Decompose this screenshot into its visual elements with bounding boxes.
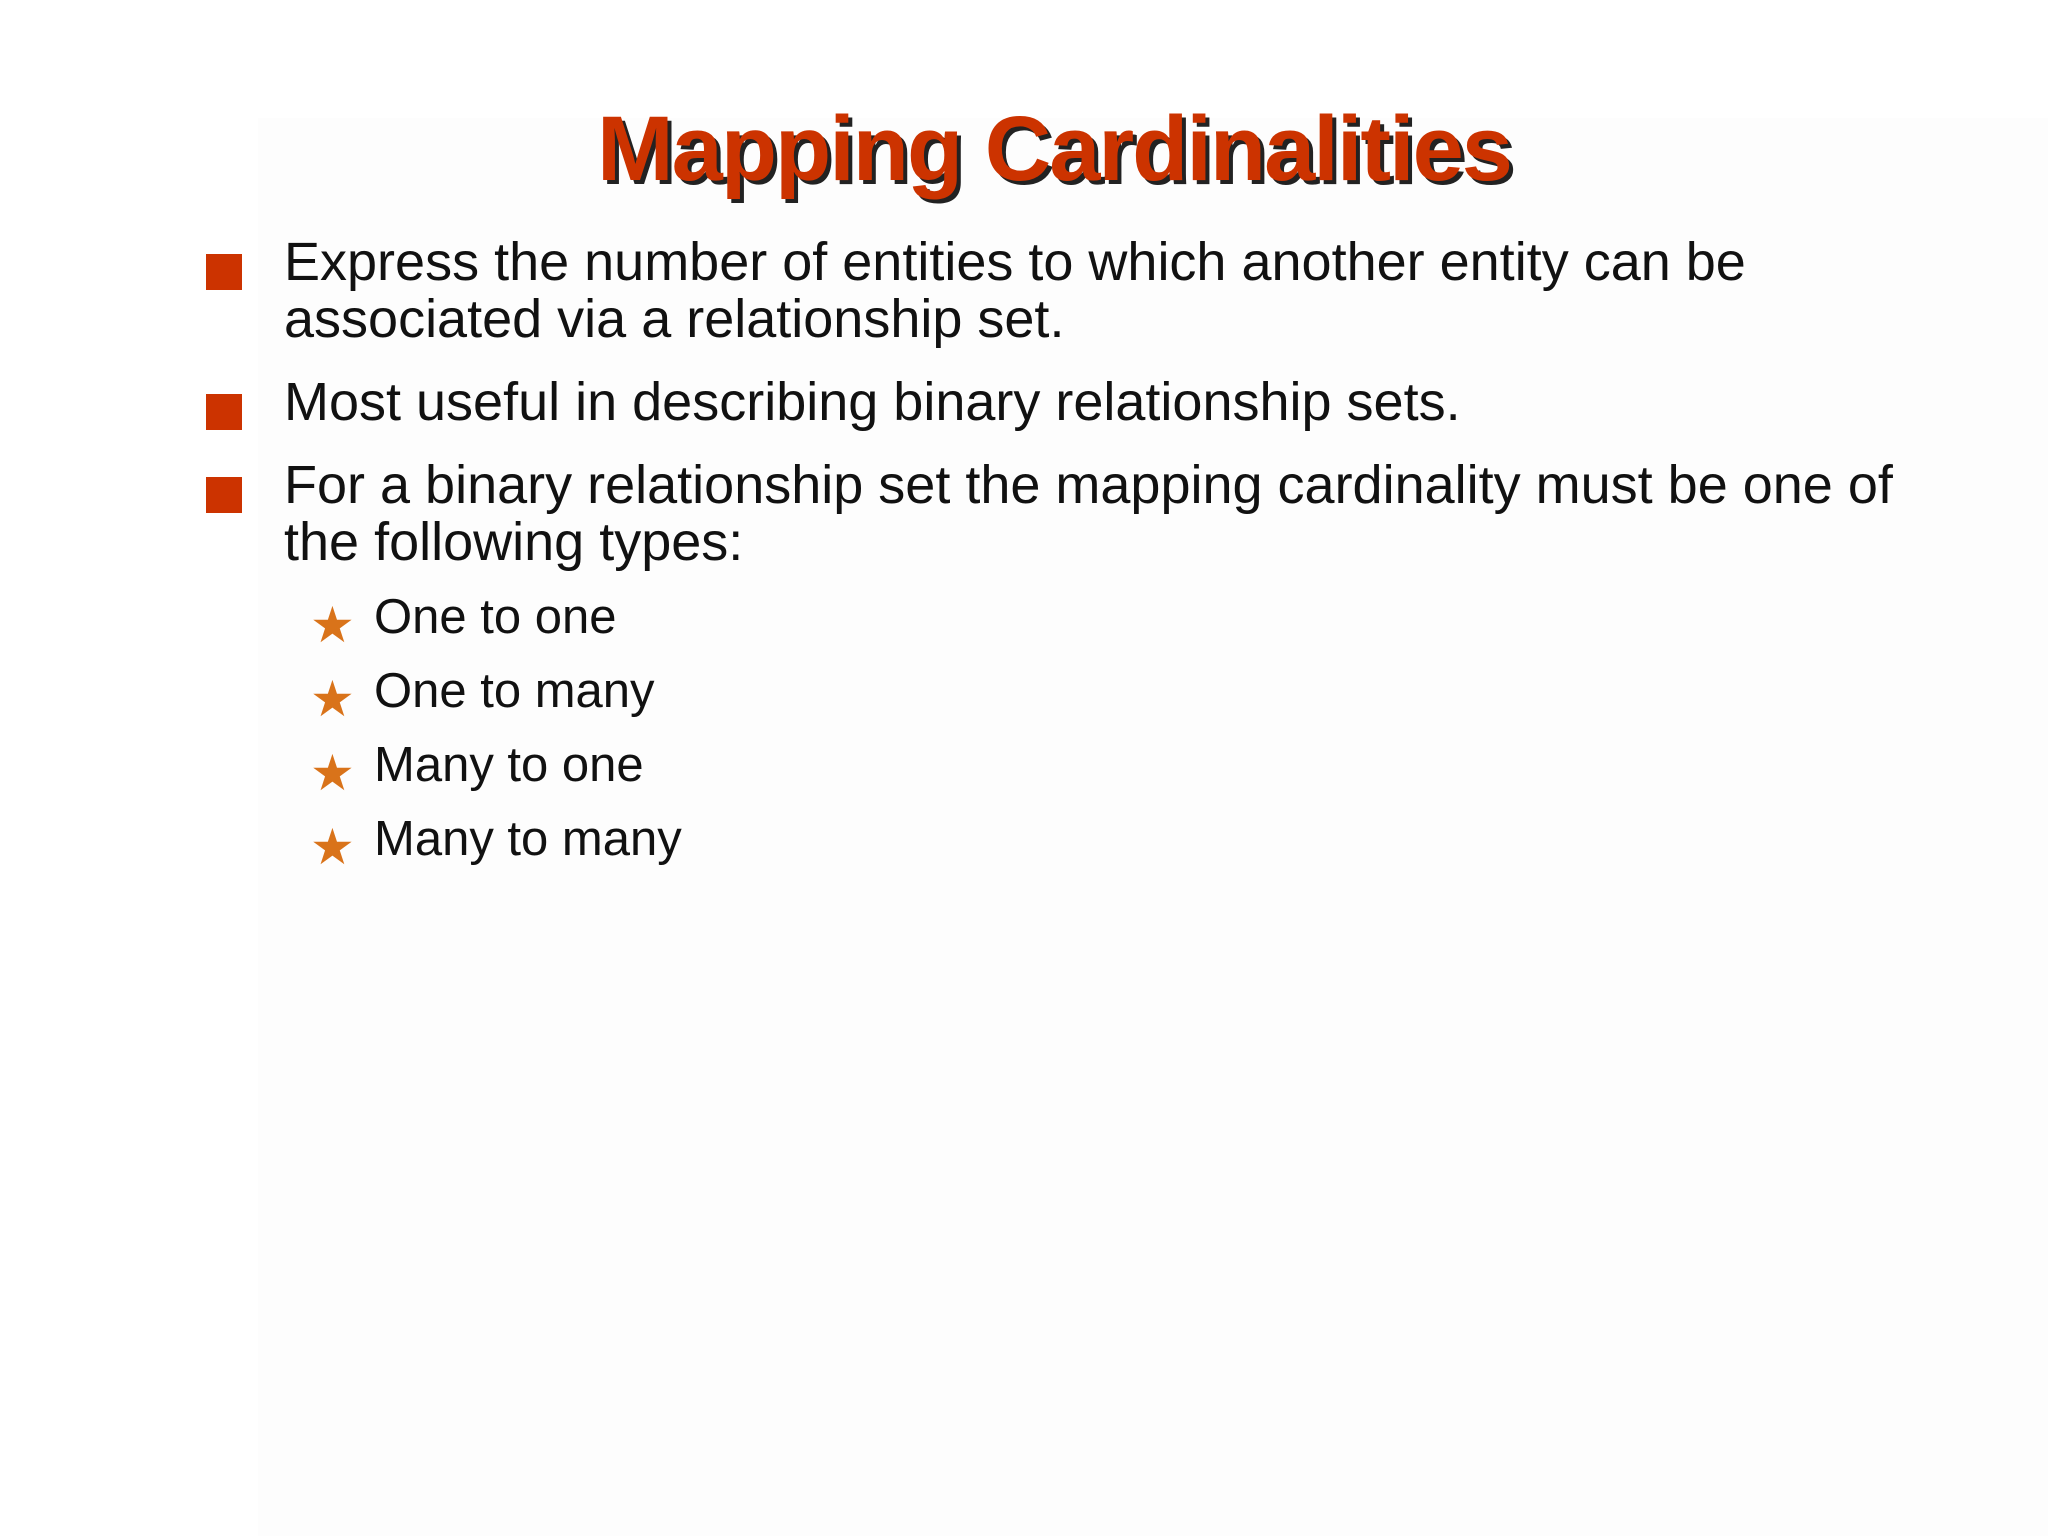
bullet-item (206, 457, 1906, 571)
slide-title: Mapping Cardinalities (597, 97, 1511, 200)
star-icon: ★ (310, 671, 355, 727)
square-bullet-icon (206, 394, 242, 430)
bullet-item (206, 374, 1906, 431)
bullet-text: Express the number of entities to which another entity can be associated via a relationship set. (284, 232, 1746, 349)
cardinality-type-text: Many to many (374, 812, 682, 866)
bullet-text: For a binary relationship set the mapping cardinality must be one of the following types: (284, 455, 1893, 572)
cardinality-type-text: Many to one (374, 738, 644, 792)
cardinality-type-item (310, 811, 1906, 875)
cardinality-type-list (206, 589, 1906, 875)
bullet-item (206, 234, 1906, 348)
star-icon: ★ (310, 819, 355, 875)
cardinality-type-item (310, 737, 1906, 801)
square-bullet-icon (206, 254, 242, 290)
cardinality-type-text: One to many (374, 664, 655, 718)
star-icon: ★ (310, 597, 355, 653)
cardinality-type-text: One to one (374, 590, 617, 644)
bullet-text: Most useful in describing binary relationship sets. (284, 372, 1461, 432)
cardinality-type-item (310, 589, 1906, 653)
slide-content (206, 234, 1906, 885)
cardinality-type-item (310, 663, 1906, 727)
star-icon: ★ (310, 745, 355, 801)
square-bullet-icon (206, 477, 242, 513)
